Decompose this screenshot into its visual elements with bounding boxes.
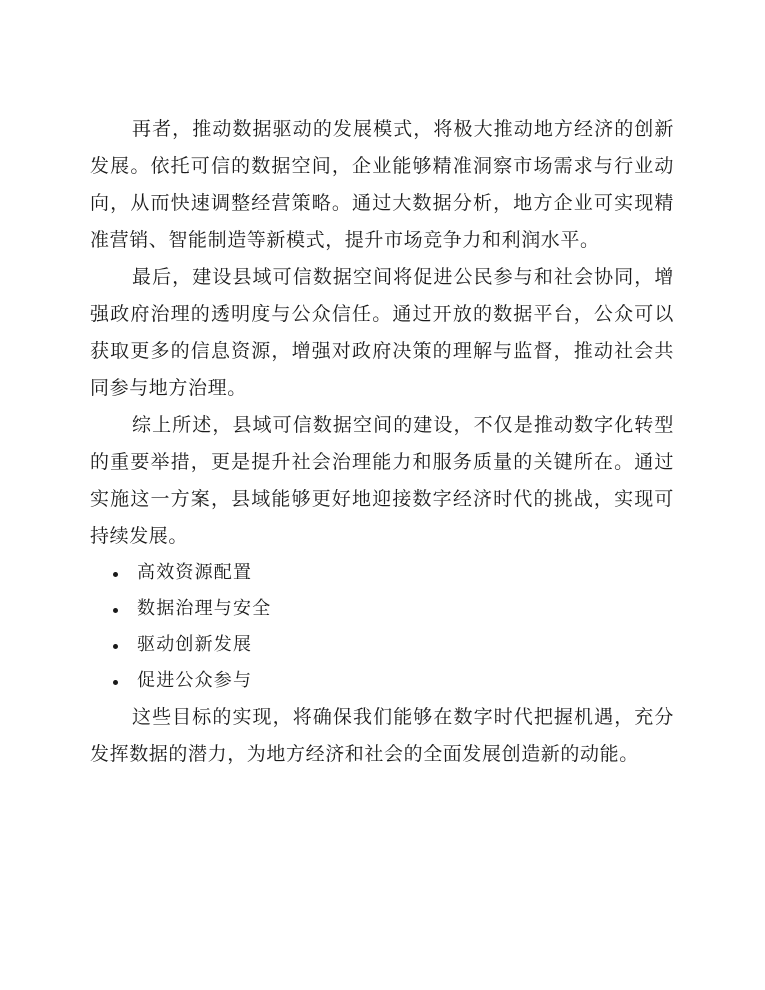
bullet-icon xyxy=(113,572,118,577)
document-body xyxy=(90,111,674,773)
paragraph-innovation: 再者，推动数据驱动的发展模式，将极大推动地方经济的创新发展。依托可信的数据空间，企业能够精准洞察市场需求与行业动向，从而快速调整经营策略。通过大数据分析，地方企业可实现精准营销、智能制造等新模式，提升市场竞争力和利润水平。 xyxy=(90,118,674,251)
list-item xyxy=(90,591,674,627)
paragraph-participation: 最后，建设县域可信数据空间将促进公民参与和社会协同，增强政府治理的透明度与公众信任。通过开放的数据平台，公众可以获取更多的信息资源，增强对政府决策的理解与监督，推动社会共同参与地方治理。 xyxy=(90,266,674,399)
bullet-icon xyxy=(113,680,118,685)
list-item xyxy=(90,663,674,699)
list-item xyxy=(90,627,674,663)
list-item-label: 数据治理与安全 xyxy=(137,598,272,619)
bullet-icon xyxy=(113,608,118,613)
paragraph-conclusion: 这些目标的实现，将确保我们能够在数字时代把握机遇，充分发挥数据的潜力，为地方经济和社会的全面发展创造新的动能。 xyxy=(90,706,674,765)
bullet-icon xyxy=(113,644,118,649)
paragraph-summary: 综上所述，县域可信数据空间的建设，不仅是推动数字化转型的重要举措，更是提升社会治理能力和服务质量的关键所在。通过实施这一方案，县域能够更好地迎接数字经济时代的挑战，实现可持续发展。 xyxy=(90,414,674,547)
list-item xyxy=(90,555,674,591)
list-item-label: 促进公众参与 xyxy=(137,670,253,691)
list-item-label: 驱动创新发展 xyxy=(137,634,253,655)
list-item-label: 高效资源配置 xyxy=(137,562,253,583)
goal-list xyxy=(90,555,674,699)
